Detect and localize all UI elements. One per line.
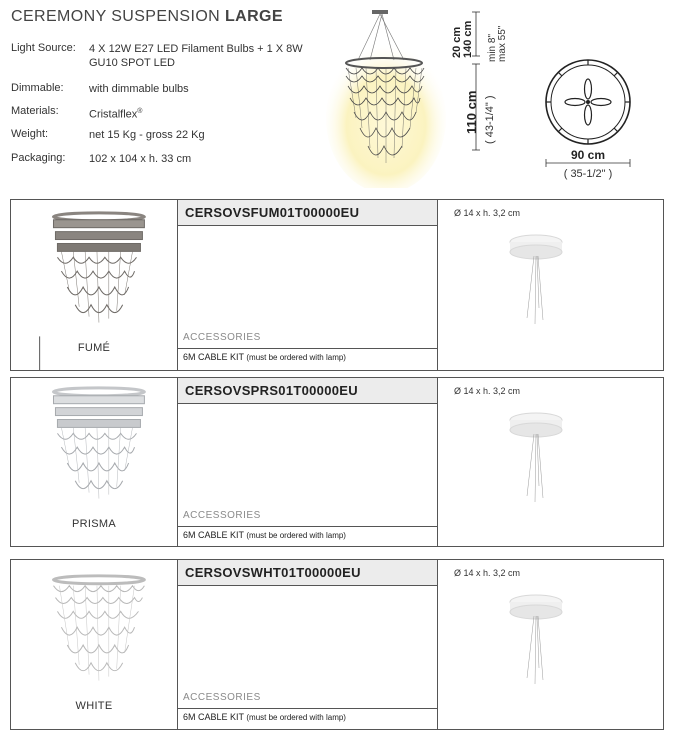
spec-value: Cristalflex® [89, 108, 143, 121]
accessory-item: 6M CABLE KIT (must be ordered with lamp) [183, 712, 346, 722]
accessories-divider [178, 708, 438, 709]
page-title: CEREMONY SUSPENSION LARGE [11, 8, 283, 25]
finish-label: PRISMA [72, 518, 116, 530]
accessories-panel [178, 226, 438, 370]
canopy-dimensions: Ø 14 x h. 3,2 cm [454, 568, 521, 578]
spec-value: with dimmable bulbs [89, 83, 189, 95]
drop-in-label: min 8" max 55" [487, 25, 508, 62]
drop-cm-label: 20 cm 140 cm [451, 20, 474, 58]
spec-label: Weight: [11, 128, 49, 140]
product-card-white [10, 559, 664, 730]
canopy-dimensions: Ø 14 x h. 3,2 cm [454, 208, 521, 218]
width-cm-label: 90 cm [570, 148, 606, 162]
accessories-panel [178, 404, 438, 546]
accessories-divider [178, 348, 438, 349]
accessories-label: ACCESSORIES [183, 332, 261, 343]
accessories-label: ACCESSORIES [183, 692, 261, 703]
accessory-item: 6M CABLE KIT (must be ordered with lamp) [183, 530, 346, 540]
dimension-annotations [446, 4, 526, 154]
width-in-label: ( 35-1/2" ) [563, 168, 613, 180]
finish-label: FUMÉ [77, 342, 111, 354]
top-view-drawing [538, 52, 638, 152]
spec-label: Light Source: [11, 42, 76, 54]
spec-label: Materials: [11, 105, 59, 117]
height-in-label: ( 43-1/4" ) [484, 95, 496, 144]
canopy-dimensions: Ø 14 x h. 3,2 cm [454, 386, 521, 396]
spec-label: Dimmable: [11, 82, 64, 94]
product-card-fume [10, 199, 664, 371]
product-card-prisma [10, 377, 664, 547]
canopy-image [501, 228, 571, 328]
spec-value: 4 X 12W E27 LED Filament Bulbs + 1 X 8W GU10 SPOT LED [89, 43, 303, 69]
canopy-image [501, 406, 571, 506]
top-view-diagram [538, 52, 638, 192]
accessories-label: ACCESSORIES [183, 510, 261, 521]
spec-value: 102 x 104 x h. 33 cm [89, 153, 192, 165]
finish-label: WHITE [75, 700, 113, 712]
accessories-divider [178, 526, 438, 527]
product-code: CERSOVSPRS01T00000EU [178, 378, 438, 404]
height-cm-label: 110 cm [464, 90, 479, 134]
accessory-item: 6M CABLE KIT (must be ordered with lamp) [183, 352, 346, 362]
product-code: CERSOVSWHT01T00000EU [178, 560, 438, 586]
canopy-image [501, 588, 571, 688]
spec-value: net 15 Kg - gross 22 Kg [89, 129, 205, 141]
product-code: CERSOVSFUM01T00000EU [178, 200, 438, 226]
hero-lamp-illustration [326, 8, 446, 188]
spec-label: Packaging: [11, 152, 66, 164]
accessories-panel [178, 586, 438, 729]
